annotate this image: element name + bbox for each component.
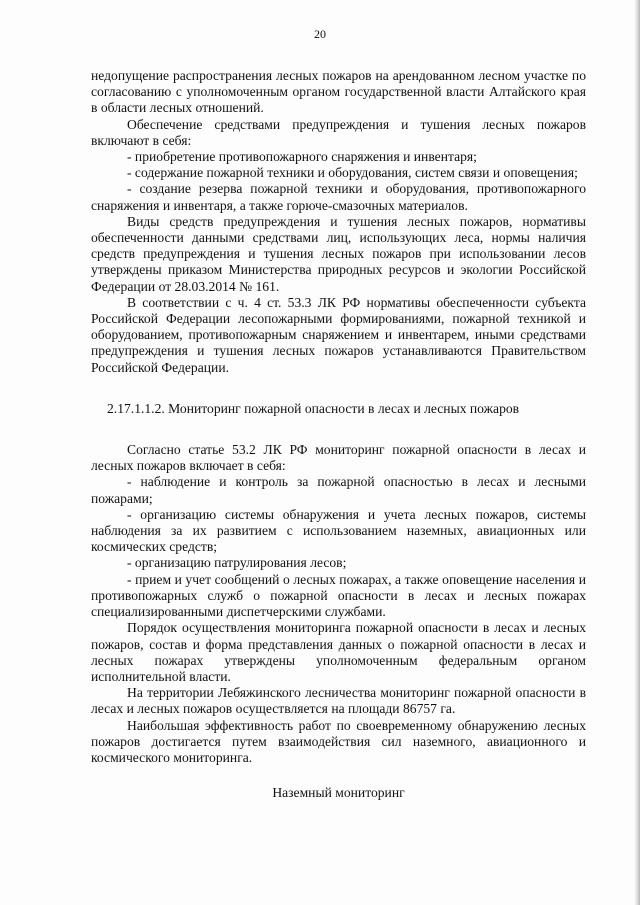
subheading-ground-monitoring: Наземный мониторинг — [272, 785, 405, 801]
list-item-equipment-purchase: - приобретение противопожарного снаряжения и инвентаря; — [127, 149, 477, 165]
paragraph-federal-norms: В соответствии с ч. 4 ст. 53.3 ЛК РФ нормативы обеспеченности субъекта Российской Федерации лесопожарными формированиями, пожарной техникой и оборудованием, противопожарным снаряжением и инвентарем, иными средствами предупреждения и тушения лесных пожаров устанавливаются Правительством Российской Федерации. — [91, 294, 586, 375]
paragraph-monitoring-intro: Согласно статье 53.2 ЛК РФ мониторинг пожарной опасности в лесах и лесных пожаров включает в себя: — [91, 442, 586, 474]
list-item-equipment-maintenance: - содержание пожарной техники и оборудования, систем связи и оповещения; — [127, 165, 578, 181]
list-item-detection-system: - организацию системы обнаружения и учета лесных пожаров, системы наблюдения за их развитием с использованием наземных, авиационных или космических средств; — [91, 506, 586, 555]
paragraph-lease-area: недопущение распространения лесных пожаров на арендованном лесном участке по согласованию с уполномоченным органом государственной власти Алтайского края в области лесных отношений. — [91, 68, 586, 116]
list-item-observation: - наблюдение и контроль за пожарной опасностью в лесах и лесными пожарами; — [91, 474, 586, 506]
paragraph-territory-area: На территории Лебяжинского лесничества мониторинг пожарной опасности в лесах и лесных пожаров осуществляется на площади 86757 га. — [91, 685, 586, 717]
paragraph-effectiveness: Наибольшая эффективность работ по своевременному обнаружению лесных пожаров достигается путем взаимодействия сил наземного, авиационного и космического мониторинга. — [91, 717, 586, 765]
document-body — [91, 68, 586, 801]
paragraph-equipment-norms: Виды средств предупреждения и тушения лесных пожаров, нормативы обеспеченности данными средствами лиц, использующих леса, нормы наличия средств предупреждения и тушения лесных пожаров при использовании лесов утверждены приказом Министерства природных ресурсов и экологии Российской Федерации от 28.03.2014 № 161. — [91, 213, 586, 294]
list-item-equipment-reserve: - создание резерва пожарной техники и оборудования, противопожарного снаряжения и инвентаря, а также горюче-смазочных материалов. — [91, 181, 586, 213]
paragraph-monitoring-procedure: Порядок осуществления мониторинга пожарной опасности в лесах и лесных пожаров, состав и форма представления данных о пожарной опасности в лесах и лесных пожарах утверждены уполномоченным федеральным органом исполнительной власти. — [91, 620, 586, 684]
list-item-reports: - прием и учет сообщений о лесных пожарах, а также оповещение населения и противопожарных служб о пожарной опасности в лесах и лесных пожарах специализированными диспетчерскими службами. — [91, 571, 586, 620]
list-item-patrolling: - организацию патрулирования лесов; — [127, 555, 347, 571]
page-number: 20 — [314, 27, 326, 41]
paragraph-equipment-intro: Обеспечение средствами предупреждения и тушения лесных пожаров включают в себя: — [91, 116, 586, 148]
section-heading-fire-monitoring: 2.17.1.1.2. Мониторинг пожарной опасности в лесах и лесных пожаров — [107, 400, 520, 416]
scan-page-edge — [634, 0, 640, 905]
